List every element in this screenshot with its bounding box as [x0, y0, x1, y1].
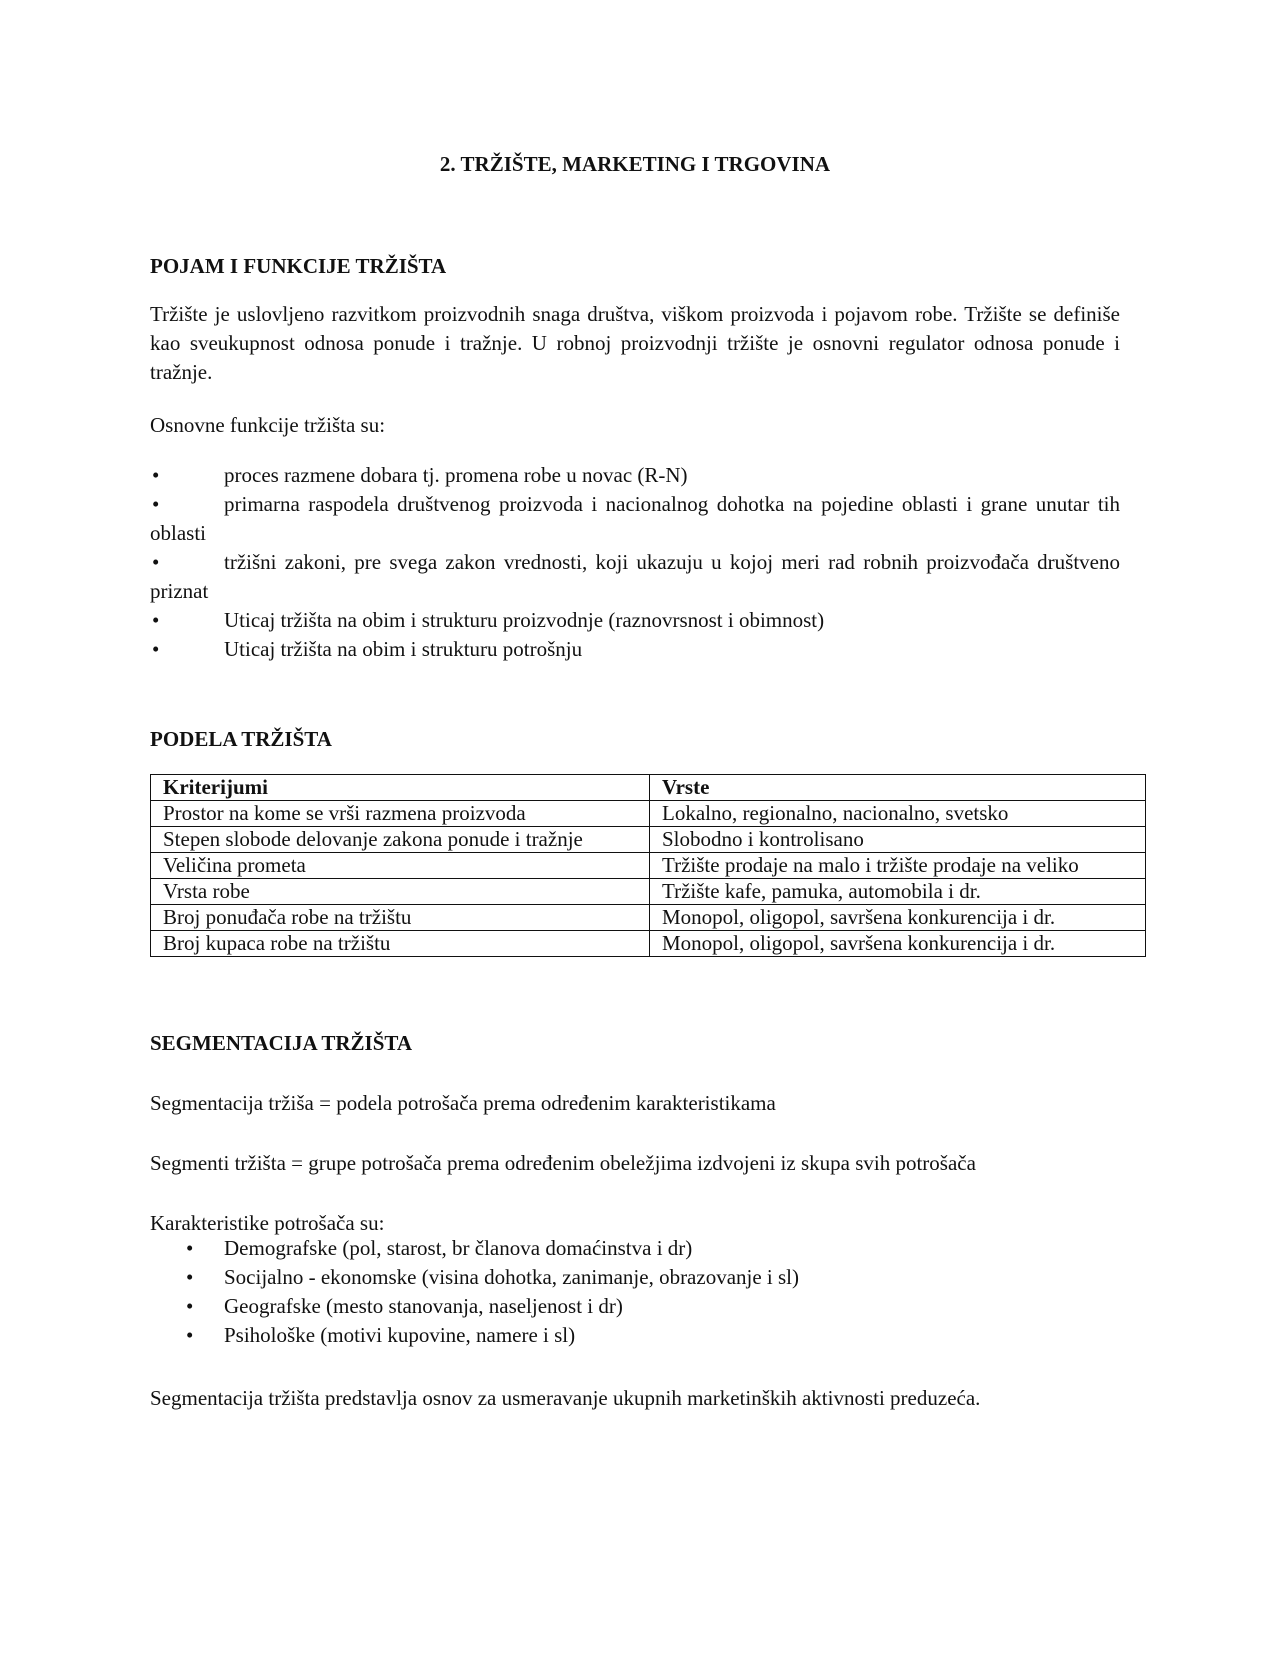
table-header-kriterijumi: Kriterijumi: [151, 775, 650, 801]
bullet-icon: •: [152, 550, 160, 574]
characteristics-list: [186, 1234, 799, 1350]
paragraph-segmenti-definicija: Segmenti tržišta = grupe potrošača prema određenim obeležjima izdvojeni iz skupa svih potrošača: [150, 1151, 976, 1175]
list-item: • Demografske (pol, starost, br članova domaćinstva i dr): [186, 1234, 799, 1263]
bullet-icon: •: [152, 608, 160, 632]
section-heading-podela: PODELA TRŽIŠTA: [150, 727, 332, 751]
table-cell: Prostor na kome se vrši razmena proizvoda: [151, 801, 650, 827]
bullet-icon: •: [186, 1294, 194, 1318]
paragraph-segmentacija-definicija: Segmentacija tržiša = podela potrošača prema određenim karakteristikama: [150, 1091, 776, 1115]
paragraph-trziste-definicija: Tržište je uslovljeno razvitkom proizvodnih snaga društva, viškom proizvoda i pojavom robe. Tržište se definiše kao sveukupnost odnosa ponude i tražnje. U robnoj proizvodnji tržište je osnovni regulator odnosa ponude i tražnje.: [150, 302, 1120, 384]
section-heading-pojam: POJAM I FUNKCIJE TRŽIŠTA: [150, 254, 447, 278]
table-row: [151, 827, 1146, 853]
list-item: • tržišni zakoni, pre svega zakon vrednosti, koji ukazuju u kojoj meri rad robnih proizvođača društveno priznat: [150, 550, 1120, 603]
table-row: [151, 931, 1146, 957]
document-title: 2. TRŽIŠTE, MARKETING I TRGOVINA: [439, 152, 831, 176]
list-item: • Uticaj tržišta na obim i strukturu proizvodnje (raznovrsnost i obimnost): [150, 606, 1120, 635]
table-cell: Tržište prodaje na malo i tržište prodaje na veliko: [650, 853, 1146, 879]
table-cell: Slobodno i kontrolisano: [650, 827, 1146, 853]
bullet-icon: •: [186, 1236, 194, 1260]
table-cell: Lokalno, regionalno, nacionalno, svetsko: [650, 801, 1146, 827]
paragraph-osnovne-funkcije: Osnovne funkcije tržišta su:: [150, 413, 386, 437]
table-row: [151, 905, 1146, 931]
list-item: • primarna raspodela društvenog proizvoda i nacionalnog dohotka na pojedine oblasti i grane unutar tih oblasti: [150, 492, 1120, 545]
table-cell: Veličina prometa: [151, 853, 650, 879]
functions-list: [150, 461, 1120, 664]
table-cell: Broj ponuđača robe na tržištu: [151, 905, 650, 931]
bullet-icon: •: [152, 463, 160, 487]
list-item: • proces razmene dobara tj. promena robe u novac (R-N): [150, 461, 1120, 490]
paragraph-segmentacija-zakljucak: Segmentacija tržišta predstavlja osnov za usmeravanje ukupnih marketinških aktivnosti preduzeća.: [150, 1386, 981, 1410]
table-cell: Tržište kafe, pamuka, automobila i dr.: [650, 879, 1146, 905]
table-cell: Stepen slobode delovanje zakona ponude i tražnje: [151, 827, 650, 853]
paragraph-karakteristike: Karakteristike potrošača su:: [150, 1211, 385, 1235]
table-row: [151, 879, 1146, 905]
table-cell: Broj kupaca robe na tržištu: [151, 931, 650, 957]
table-row: [151, 801, 1146, 827]
table-row: [151, 853, 1146, 879]
table-header-vrste: Vrste: [650, 775, 1146, 801]
table-cell: Monopol, oligopol, savršena konkurencija i dr.: [650, 931, 1146, 957]
bullet-icon: •: [152, 492, 160, 516]
list-item: • Socijalno - ekonomske (visina dohotka, zanimanje, obrazovanje i sl): [186, 1263, 799, 1292]
bullet-icon: •: [186, 1265, 194, 1289]
market-division-table: [150, 774, 1146, 957]
bullet-icon: •: [152, 637, 160, 661]
section-heading-segmentacija: SEGMENTACIJA TRŽIŠTA: [150, 1031, 412, 1055]
list-item: • Uticaj tržišta na obim i strukturu potrošnju: [150, 635, 1120, 664]
list-item: • Psihološke (motivi kupovine, namere i sl): [186, 1321, 799, 1350]
table-header-row: [151, 775, 1146, 801]
table-cell: Vrsta robe: [151, 879, 650, 905]
list-item: • Geografske (mesto stanovanja, naseljenost i dr): [186, 1292, 799, 1321]
bullet-icon: •: [186, 1323, 194, 1347]
table-cell: Monopol, oligopol, savršena konkurencija i dr.: [650, 905, 1146, 931]
